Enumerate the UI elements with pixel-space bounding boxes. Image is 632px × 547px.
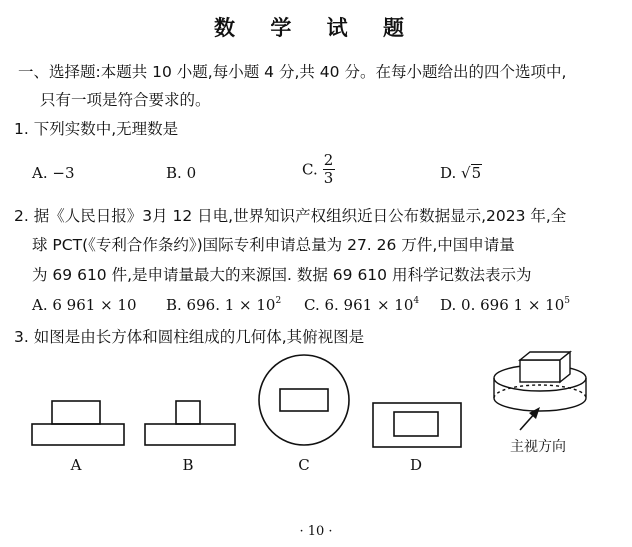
q2-option-a-text: A. 6 961 × 10: [32, 296, 137, 314]
view-direction-arrow-icon: [516, 404, 546, 434]
q1-option-d-label: D.: [440, 164, 457, 182]
figure-a-diagram: [30, 395, 126, 447]
q1-option-b-value: 0: [186, 164, 197, 182]
view-direction-label: 主视方向: [510, 439, 566, 455]
q2-option-d: [440, 296, 570, 314]
page-number: · 10 ·: [299, 524, 333, 539]
question-2-stem-line2: 球 PCT(《专利合作条约》)国际专利申请总量为 27. 26 万件,中国申请量: [32, 236, 515, 254]
q2-option-c-text: C. 6. 961 × 10: [304, 296, 414, 314]
q1-option-a-value: −3: [52, 164, 75, 182]
q2-line1-text: 2. 据《人民日报》3月 12 日电,世界知识产权组织近日公布数据显示,2023 年,全: [14, 207, 567, 225]
figure-a-label: A: [70, 456, 82, 474]
question-2-stem-line3: 为 69 610 件,是申请量最大的来源国. 数据 69 610 用科学记数法表示为: [32, 266, 532, 284]
q1-option-a: [32, 164, 75, 182]
fraction-numerator: 2: [323, 151, 334, 169]
fraction-denominator: 3: [323, 169, 334, 187]
cuboid-front-face: [520, 360, 560, 382]
q1-option-c-fraction: [323, 152, 335, 187]
question-3-stem: 3. 如图是由长方体和圆柱组成的几何体,其俯视图是: [14, 328, 365, 346]
q2-option-c-exponent: 4: [413, 296, 420, 306]
section-heading-line2: 只有一项是符合要求的。: [40, 91, 211, 109]
q1-option-d: [440, 164, 482, 182]
q2-option-b: [166, 296, 281, 314]
q2-option-a: [32, 296, 137, 314]
q1-option-d-radicand: 5: [471, 164, 482, 182]
question-1-stem: 1. 下列实数中,无理数是: [14, 120, 179, 138]
q1-option-c: [302, 152, 335, 187]
sqrt-sign-icon: √: [461, 164, 471, 182]
q2-option-c: [304, 296, 419, 314]
figure-b-diagram: [142, 395, 238, 447]
q2-option-b-text: B. 696. 1 × 10: [166, 296, 276, 314]
q1-option-c-label: C.: [302, 160, 318, 179]
q2-option-d-text: D. 0. 696 1 × 10: [440, 296, 565, 314]
q2-option-b-exponent: 2: [275, 296, 282, 306]
q1-option-b: [166, 164, 196, 182]
figure-d-diagram: [370, 400, 466, 450]
q1-option-b-label: B.: [166, 164, 182, 182]
page-title: 数 学 试 题: [214, 16, 418, 40]
q1-option-a-label: A.: [32, 164, 48, 182]
figure-c-diagram: [256, 353, 352, 449]
section-heading-line1: 一、选择题:本题共 10 小题,每小题 4 分,共 40 分。在每小题给出的四个选项中,: [18, 63, 567, 81]
figure-b-label: B: [182, 456, 194, 474]
figure-d-label: D: [409, 456, 423, 474]
question-2-stem-line1: [14, 206, 622, 226]
figure-c-label: C: [298, 456, 310, 474]
q2-option-d-exponent: 5: [564, 296, 570, 306]
